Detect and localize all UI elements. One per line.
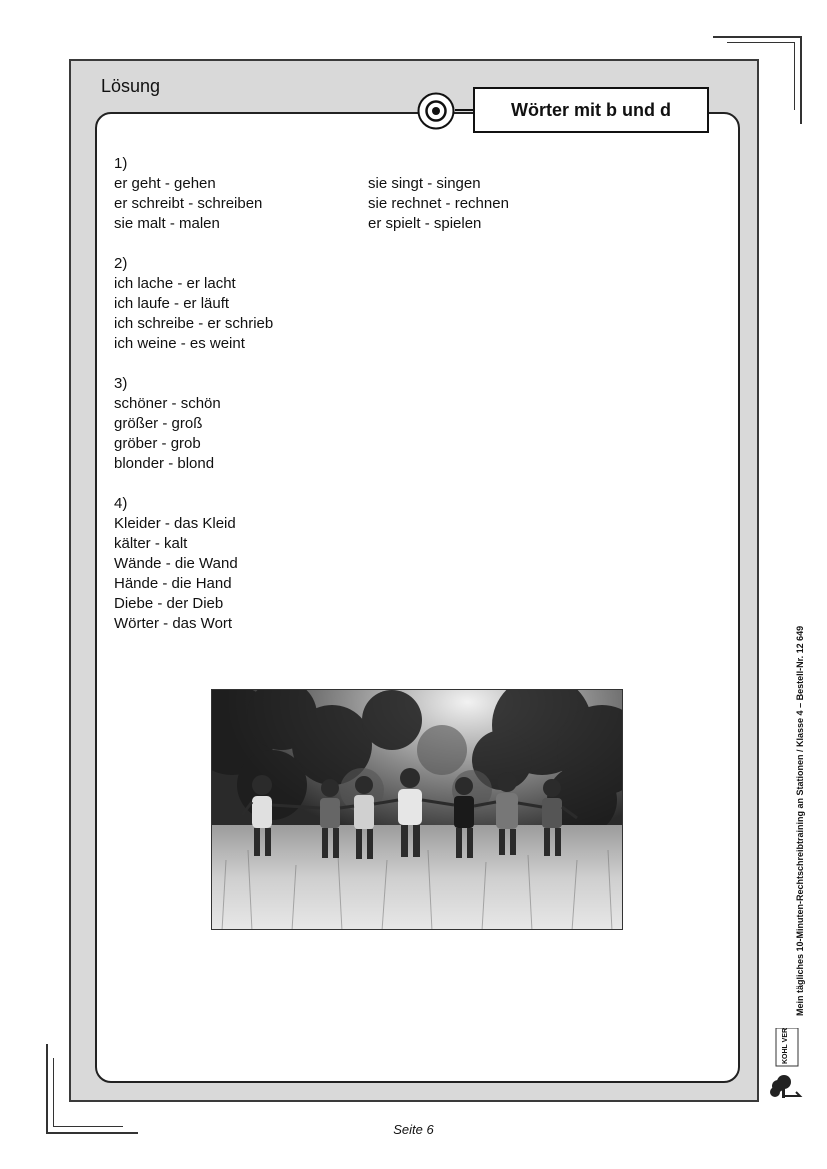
corner-line bbox=[794, 42, 795, 110]
exercise-3 bbox=[114, 374, 273, 474]
exercise-list bbox=[114, 154, 273, 654]
answer-line: Hände - die Hand bbox=[114, 575, 232, 592]
answer-line: sie malt - malen bbox=[114, 215, 220, 232]
exercise-number: 3) bbox=[114, 375, 128, 392]
page-number: Seite 6 bbox=[393, 1122, 434, 1137]
exercise-number: 4) bbox=[114, 495, 128, 512]
publisher-name: KOHL VERLAG bbox=[782, 1028, 789, 1064]
corner-line bbox=[53, 1058, 54, 1126]
corner-line bbox=[727, 42, 795, 43]
answer-line: ich weine - es weint bbox=[114, 335, 245, 352]
exercise-1-right-column bbox=[368, 174, 509, 234]
answer-line: er spielt - spielen bbox=[368, 215, 482, 232]
exercise-number: 2) bbox=[114, 255, 128, 272]
answer-line: er schreibt - schreiben bbox=[114, 195, 263, 212]
answer-line: gröber - grob bbox=[114, 435, 201, 452]
exercise-1 bbox=[114, 154, 273, 234]
answer-line: blonder - blond bbox=[114, 455, 215, 472]
corner-line bbox=[800, 36, 802, 124]
target-icon bbox=[417, 92, 455, 130]
title-connector bbox=[455, 109, 473, 111]
answer-line: ich laufe - er läuft bbox=[114, 295, 230, 312]
page-title: Wörter mit b und d bbox=[473, 87, 709, 133]
exercise-2 bbox=[114, 254, 273, 354]
page-heading: Lösung bbox=[101, 76, 161, 96]
tree-logo-icon bbox=[766, 1028, 806, 1100]
answer-line: Kleider - das Kleid bbox=[114, 515, 236, 532]
exercise-4 bbox=[114, 494, 273, 634]
answer-line: schöner - schön bbox=[114, 395, 221, 412]
answer-line: ich lache - er lacht bbox=[114, 275, 236, 292]
corner-line bbox=[46, 1044, 48, 1133]
answer-line: Diebe - der Dieb bbox=[114, 595, 224, 612]
exercise-number: 1) bbox=[114, 155, 128, 172]
answer-line: sie rechnet - rechnen bbox=[368, 195, 509, 212]
children-running-photo bbox=[211, 689, 623, 930]
answer-line: sie singt - singen bbox=[368, 175, 481, 192]
answer-line: größer - groß bbox=[114, 415, 203, 432]
answer-line: Wände - die Wand bbox=[114, 555, 238, 572]
answer-line: kälter - kalt bbox=[114, 535, 188, 552]
corner-line bbox=[713, 36, 801, 38]
answer-line: ich schreibe - er schrieb bbox=[114, 315, 274, 332]
side-caption: Mein tägliches 10-Minuten-Rechtschreibtraining an Stationen / Klasse 4 – Bestell-Nr. 12 649 bbox=[795, 625, 805, 1016]
answer-line: Wörter - das Wort bbox=[114, 615, 233, 632]
answer-line: er geht - gehen bbox=[114, 175, 216, 192]
